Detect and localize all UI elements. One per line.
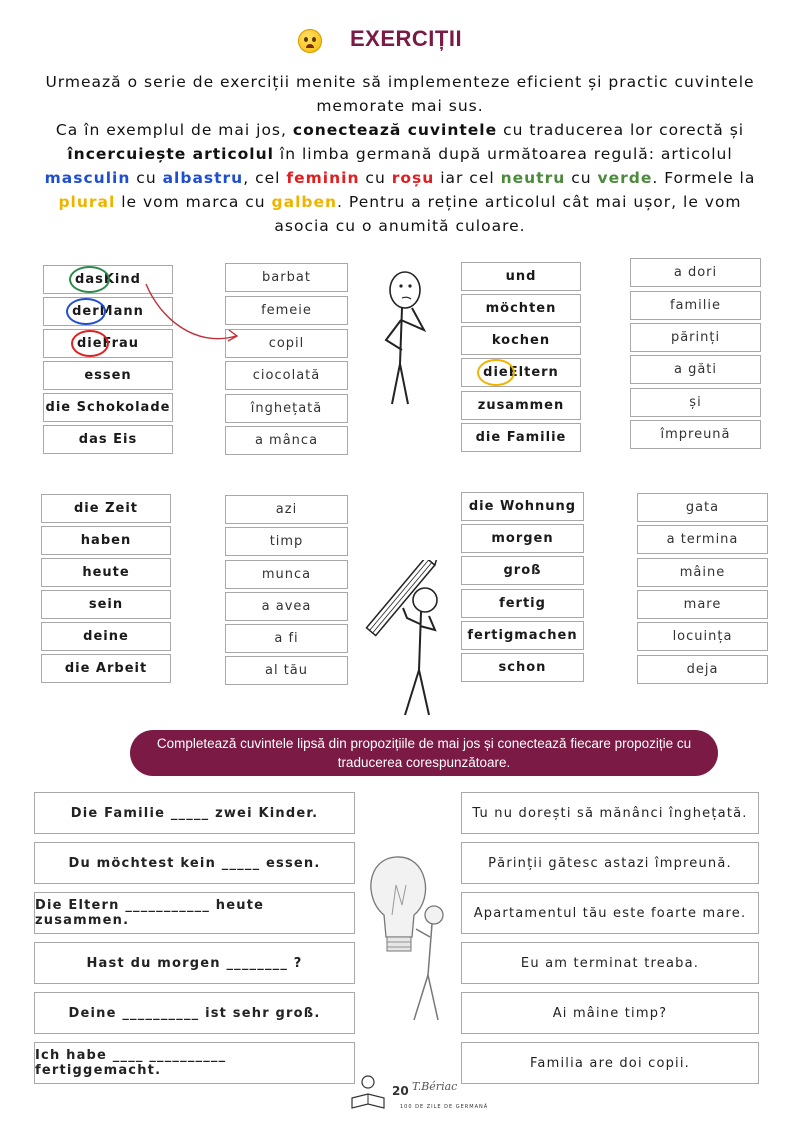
sentence-de[interactable]: Du möchtest kein _____ essen. <box>34 842 355 884</box>
sentence-ro[interactable]: Părinții gătesc astazi împreună. <box>461 842 759 884</box>
word-card-de[interactable]: die Familie <box>461 423 581 452</box>
intro-paragraph-2: Ca în exemplul de mai jos, conectează cuvintele cu traducerea lor corectă și încercuiește articolul în limba germană după următoarea regulă: articolul masculin cu albastru, cel feminin cu roșu iar cel neutru cu verde. Formele la plural le vom marca cu galben. Pentru a reține articolul cât mai ușor, le vom asocia cu o anumită culoare. <box>44 121 756 235</box>
intro-line-1: Urmează o serie de exerciții menite să implementeze eficient și practic cuvintele memorate mai sus. <box>45 73 755 115</box>
article-circle <box>69 266 110 293</box>
article-circle <box>71 330 109 357</box>
instruction-banner: Completează cuvintele lipsă din propozițiile de mai jos și conectează fiecare propoziție cu traducerea corespunzătoare. <box>130 730 718 776</box>
word-card-de[interactable]: die Frau <box>43 329 173 358</box>
word-card-ro[interactable]: familie <box>630 291 761 320</box>
word-card-ro[interactable]: timp <box>225 527 348 556</box>
sentence-ro[interactable]: Familia are doi copii. <box>461 1042 759 1084</box>
word-card-de[interactable]: das Eis <box>43 425 173 454</box>
word-card-ro[interactable]: ciocolată <box>225 361 348 390</box>
word-card-de[interactable]: deine <box>41 622 171 651</box>
article-circle <box>477 359 515 386</box>
word-card-de[interactable]: und <box>461 262 581 291</box>
word-card-ro[interactable]: înghețată <box>225 394 348 423</box>
page-number: 20 <box>392 1084 409 1098</box>
page-title: EXERCIȚII <box>350 26 463 51</box>
sentence-ro[interactable]: Eu am terminat treaba. <box>461 942 759 984</box>
word-card-de[interactable]: morgen <box>461 524 584 553</box>
sentence-ro[interactable]: Apartamentul tău este foarte mare. <box>461 892 759 934</box>
word-card-ro[interactable]: munca <box>225 560 348 589</box>
word-card-ro[interactable]: al tău <box>225 656 348 685</box>
sentence-de[interactable]: Die Eltern ___________ heute zusammen. <box>34 892 355 934</box>
word-card-ro[interactable]: a mânca <box>225 426 348 455</box>
word-card-de[interactable]: die Arbeit <box>41 654 171 683</box>
word-card-ro[interactable]: a fi <box>225 624 348 653</box>
signature: T.Bériac <box>412 1080 458 1093</box>
word-card-de[interactable]: der Mann <box>43 297 173 326</box>
thinking-figure-illustration <box>372 268 440 408</box>
word-card-de[interactable]: möchten <box>461 294 581 323</box>
word-card-de[interactable]: kochen <box>461 326 581 355</box>
word-card-de[interactable]: die Zeit <box>41 494 171 523</box>
sentence-de[interactable]: Deine __________ ist sehr groß. <box>34 992 355 1034</box>
word-card-de[interactable]: die Eltern <box>461 358 581 387</box>
word-card-de[interactable]: die Wohnung <box>461 492 584 521</box>
lightbulb-figure-illustration <box>362 845 457 1025</box>
word-card-de[interactable]: zusammen <box>461 391 581 420</box>
intro-text <box>40 70 760 238</box>
word-card-de[interactable]: fertigmachen <box>461 621 584 650</box>
word-card-ro[interactable]: mâine <box>637 558 768 587</box>
word-card-de[interactable]: heute <box>41 558 171 587</box>
word-card-ro[interactable]: azi <box>225 495 348 524</box>
sentence-ro[interactable]: Ai mâine timp? <box>461 992 759 1034</box>
pencil-figure-illustration <box>355 560 455 720</box>
word-card-ro[interactable]: deja <box>637 655 768 684</box>
word-card-de[interactable]: schon <box>461 653 584 682</box>
word-card-ro[interactable]: împreună <box>630 420 761 449</box>
article-marked: der <box>72 304 100 319</box>
word-card-ro[interactable]: gata <box>637 493 768 522</box>
word-card-de[interactable]: sein <box>41 590 171 619</box>
word-card-ro[interactable]: barbat <box>225 263 348 292</box>
article-marked: die <box>483 365 509 380</box>
word-card-ro[interactable]: și <box>630 388 761 417</box>
word-card-ro[interactable]: părinți <box>630 323 761 352</box>
word-card-de[interactable]: das Kind <box>43 265 173 294</box>
word-card-ro[interactable]: a găti <box>630 355 761 384</box>
footer-caption: 100 DE ZILE DE GERMANĂ <box>400 1104 489 1110</box>
word-card-ro[interactable]: copil <box>225 329 348 358</box>
word-card-ro[interactable]: a termina <box>637 525 768 554</box>
example-arrow <box>140 278 245 348</box>
thinking-face-icon <box>298 29 322 53</box>
word-card-ro[interactable]: a dori <box>630 258 761 287</box>
word-card-de[interactable]: groß <box>461 556 584 585</box>
sentence-ro[interactable]: Tu nu dorești să mănânci înghețată. <box>461 792 759 834</box>
sentence-de[interactable]: Ich habe ____ __________ fertiggemacht. <box>34 1042 355 1084</box>
word-card-ro[interactable]: femeie <box>225 296 348 325</box>
article-marked: das <box>75 272 104 287</box>
article-marked: die <box>77 336 103 351</box>
word-card-ro[interactable]: mare <box>637 590 768 619</box>
word-card-ro[interactable]: a avea <box>225 592 348 621</box>
word-card-de[interactable]: essen <box>43 361 173 390</box>
word-card-ro[interactable]: locuința <box>637 622 768 651</box>
word-card-de[interactable]: fertig <box>461 589 584 618</box>
word-card-de[interactable]: die Schokolade <box>43 393 173 422</box>
word-card-de[interactable]: haben <box>41 526 171 555</box>
sentence-de[interactable]: Die Familie _____ zwei Kinder. <box>34 792 355 834</box>
article-circle <box>66 298 106 325</box>
sentence-de[interactable]: Hast du morgen ________ ? <box>34 942 355 984</box>
